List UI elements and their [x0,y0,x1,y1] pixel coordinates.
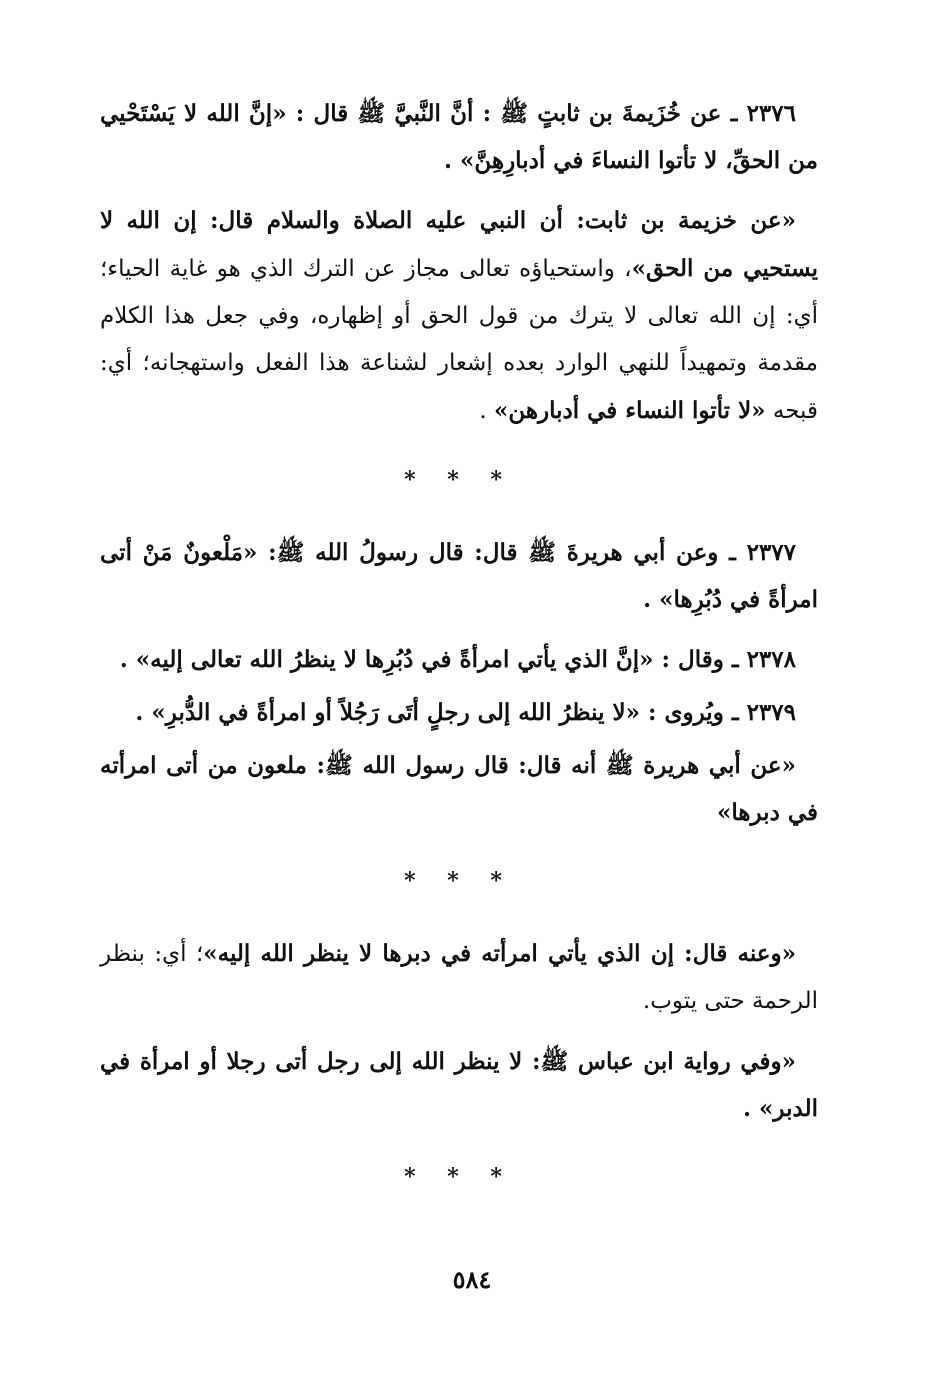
hadith-2377: ٢٣٧٧ ـ وعن أبي هريرةَ ﷺ قال: قال رسولُ الله ﷺ: «مَلْعونٌ مَنْ أتى امرأةً في دُبُرِها» . [100,539,818,613]
hadith-2378: ٢٣٧٨ ـ وقال : «إنَّ الذي يأتي امرأةً في دُبُرِها لا ينظرُ الله تعالى إليه» . [119,646,796,673]
hadith-2376: ٢٣٧٦ ـ عن خُزَيمةَ بن ثابتٍ ﷺ : أنَّ النَّبيَّ ﷺ قال : «إنَّ الله لا يَسْتَحْيي من الحقِّ، لا تأتوا النساءَ في أدبارِهِنَّ» . [100,100,818,174]
commentary-2376-end: . [479,398,494,424]
commentary-2376 [100,197,818,435]
commentary-2376-explanation: ، واستحياؤه تعالى مجاز عن الترك الذي هو غاية الحياء؛ أي: إن الله تعالى لا يترك من قول الحق أو إظهاره، وفي جعل هذا الكلام مقدمة وتمهيداً للنهي الوارد بعده إشعار لشناعة هذا الفعل واستهجانه؛ أي: قبحه [100,256,818,424]
separator-3: * * * [404,1164,514,1190]
commentary-2376-quote-end: «لا تأتوا النساء في أدبارهن» [493,397,766,424]
commentary-2376-quote: «عن خزيمة بن ثابت: أن النبي عليه الصلاة والسلام قال: إن الله لا يستحيي من الحق» [100,207,819,282]
commentary-2379: «وفي رواية ابن عباس ﷺ: لا ينظر الله إلى رجل أتى رجلا أو امرأة في الدبر» . [100,1048,818,1122]
commentary-2378-quote: «وعنه قال: إن الذي يأتي امرأته في دبرها لا ينظر الله إليه» [203,940,796,967]
commentary-2378-explanation: ؛ أي: بنظر الرحمة حتى يتوب. [100,941,818,1014]
page-body [100,90,818,1226]
commentary-2378 [100,930,818,1025]
hadith-2379: ٢٣٧٩ ـ ويُروى : «لا ينظرُ الله إلى رجلٍ أتَى رَجُلاً أو امرأةً في الدُّبرِ» . [135,699,796,726]
separator-1: * * * [404,467,514,493]
page-number: ٥٨٤ [452,1265,492,1294]
commentary-2377: «عن أبي هريرة ﷺ أنه قال: قال رسول الله ﷺ: ملعون من أتى امرأته في دبرها» [100,752,818,826]
separator-2: * * * [404,868,514,894]
